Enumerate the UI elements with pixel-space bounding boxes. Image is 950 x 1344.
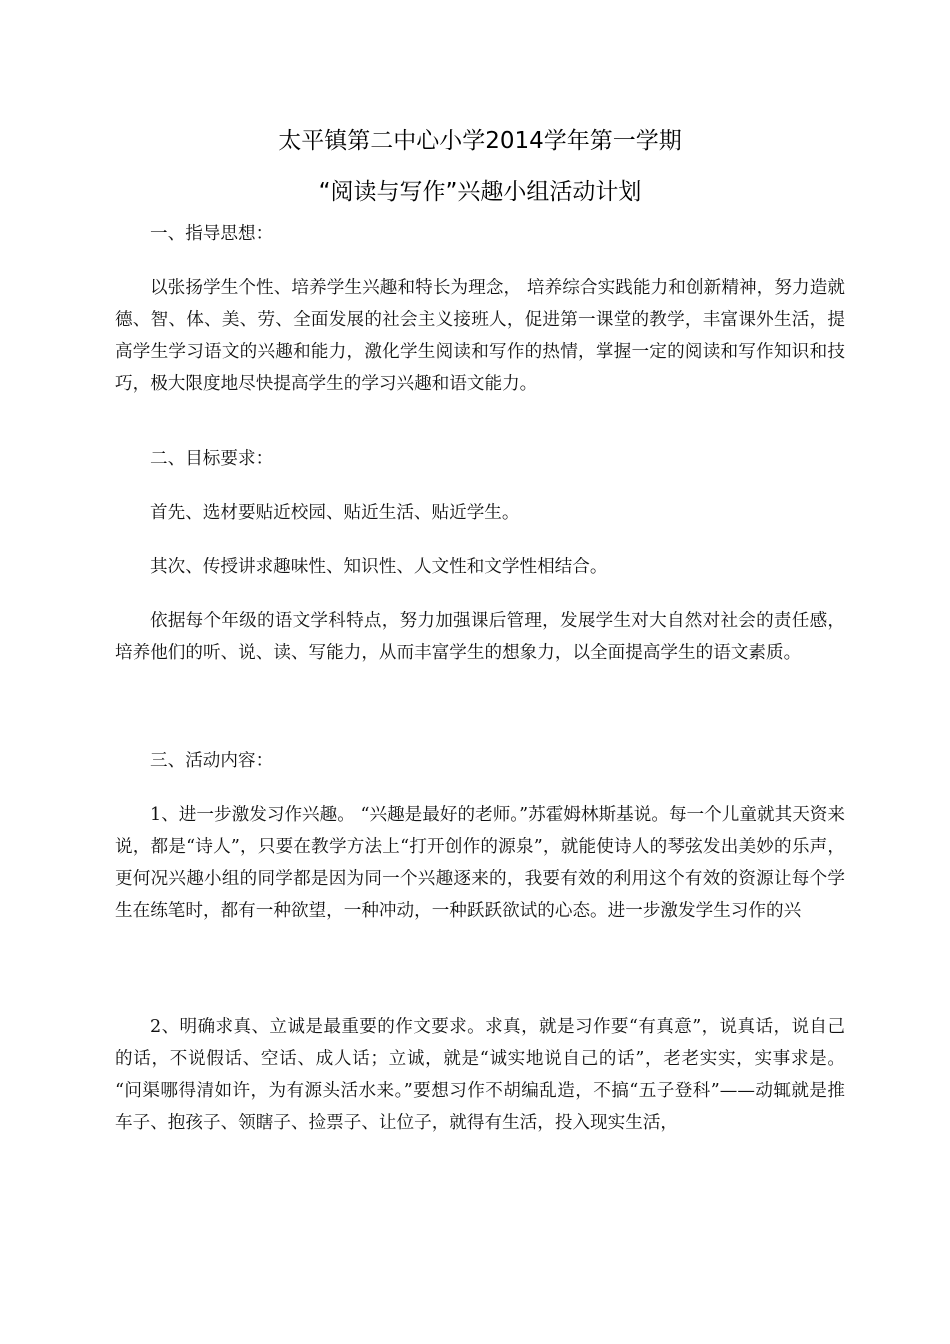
paragraph-activity-1: 1、进一步激发习作兴趣。 “兴趣是最好的老师。”苏霍姆林斯基说。每一个儿童就其天资来说，都是“诗人”，只要在教学方法上“打开创作的源泉”，就能使诗人的琴弦发出美妙的乐声，更何况兴趣小组的同学都是因为同一个兴趣逐来的，我要有效的利用这个有效的资源让每个学生在练笔时，都有一种欲望，一种冲动，一种跃跃欲试的心态。进一步激发学生习作的兴 (115, 805, 845, 921)
section-heading-guiding-ideas: 一、指导思想： (150, 224, 274, 244)
paragraph-goals-second: 其次、传授讲求趣味性、知识性、人文性和文学性相结合。 (150, 557, 608, 577)
paragraph-activity-2: 2、明确求真、立诚是最重要的作文要求。求真，就是习作要“有真意”，说真话，说自己的话，不说假话、空话、成人话；立诚，就是“诚实地说自己的话”，老老实实，实事求是。 “问渠哪得清如许，为有源头活水来。”要想习作不胡编乱造，不搞“五子登科”——动辄就是推车子、抱孩子、领瞎子、捡票子、让位子，就得有生活，投入现实生活， (115, 1017, 845, 1133)
paragraph-goals-first: 首先、选材要贴近校园、贴近生活、贴近学生。 (150, 503, 520, 523)
document-title-line-1: 太平镇第二中心小学2014学年第一学期 (278, 128, 682, 154)
document-title-line-2: “阅读与写作”兴趣小组活动计划 (318, 179, 642, 205)
section-heading-activities: 三、活动内容： (150, 751, 274, 771)
paragraph-goals-grade-features: 依据每个年级的语文学科特点，努力加强课后管理，发展学生对大自然对社会的责任感，培养他们的听、说、读、写能力，从而丰富学生的想象力，以全面提高学生的语文素质。 (115, 611, 845, 663)
paragraph-guiding-ideas: 以张扬学生个性、培养学生兴趣和特长为理念， 培养综合实践能力和创新精神，努力造就德、智、体、美、劳、全面发展的社会主义接班人，促进第一课堂的教学，丰富课外生活，提高学生学习语文的兴趣和能力，激化学生阅读和写作的热情，掌握一定的阅读和写作知识和技巧，极大限度地尽快提高学生的学习兴趣和语文能力。 (115, 278, 845, 394)
section-heading-goals: 二、目标要求： (150, 449, 274, 469)
